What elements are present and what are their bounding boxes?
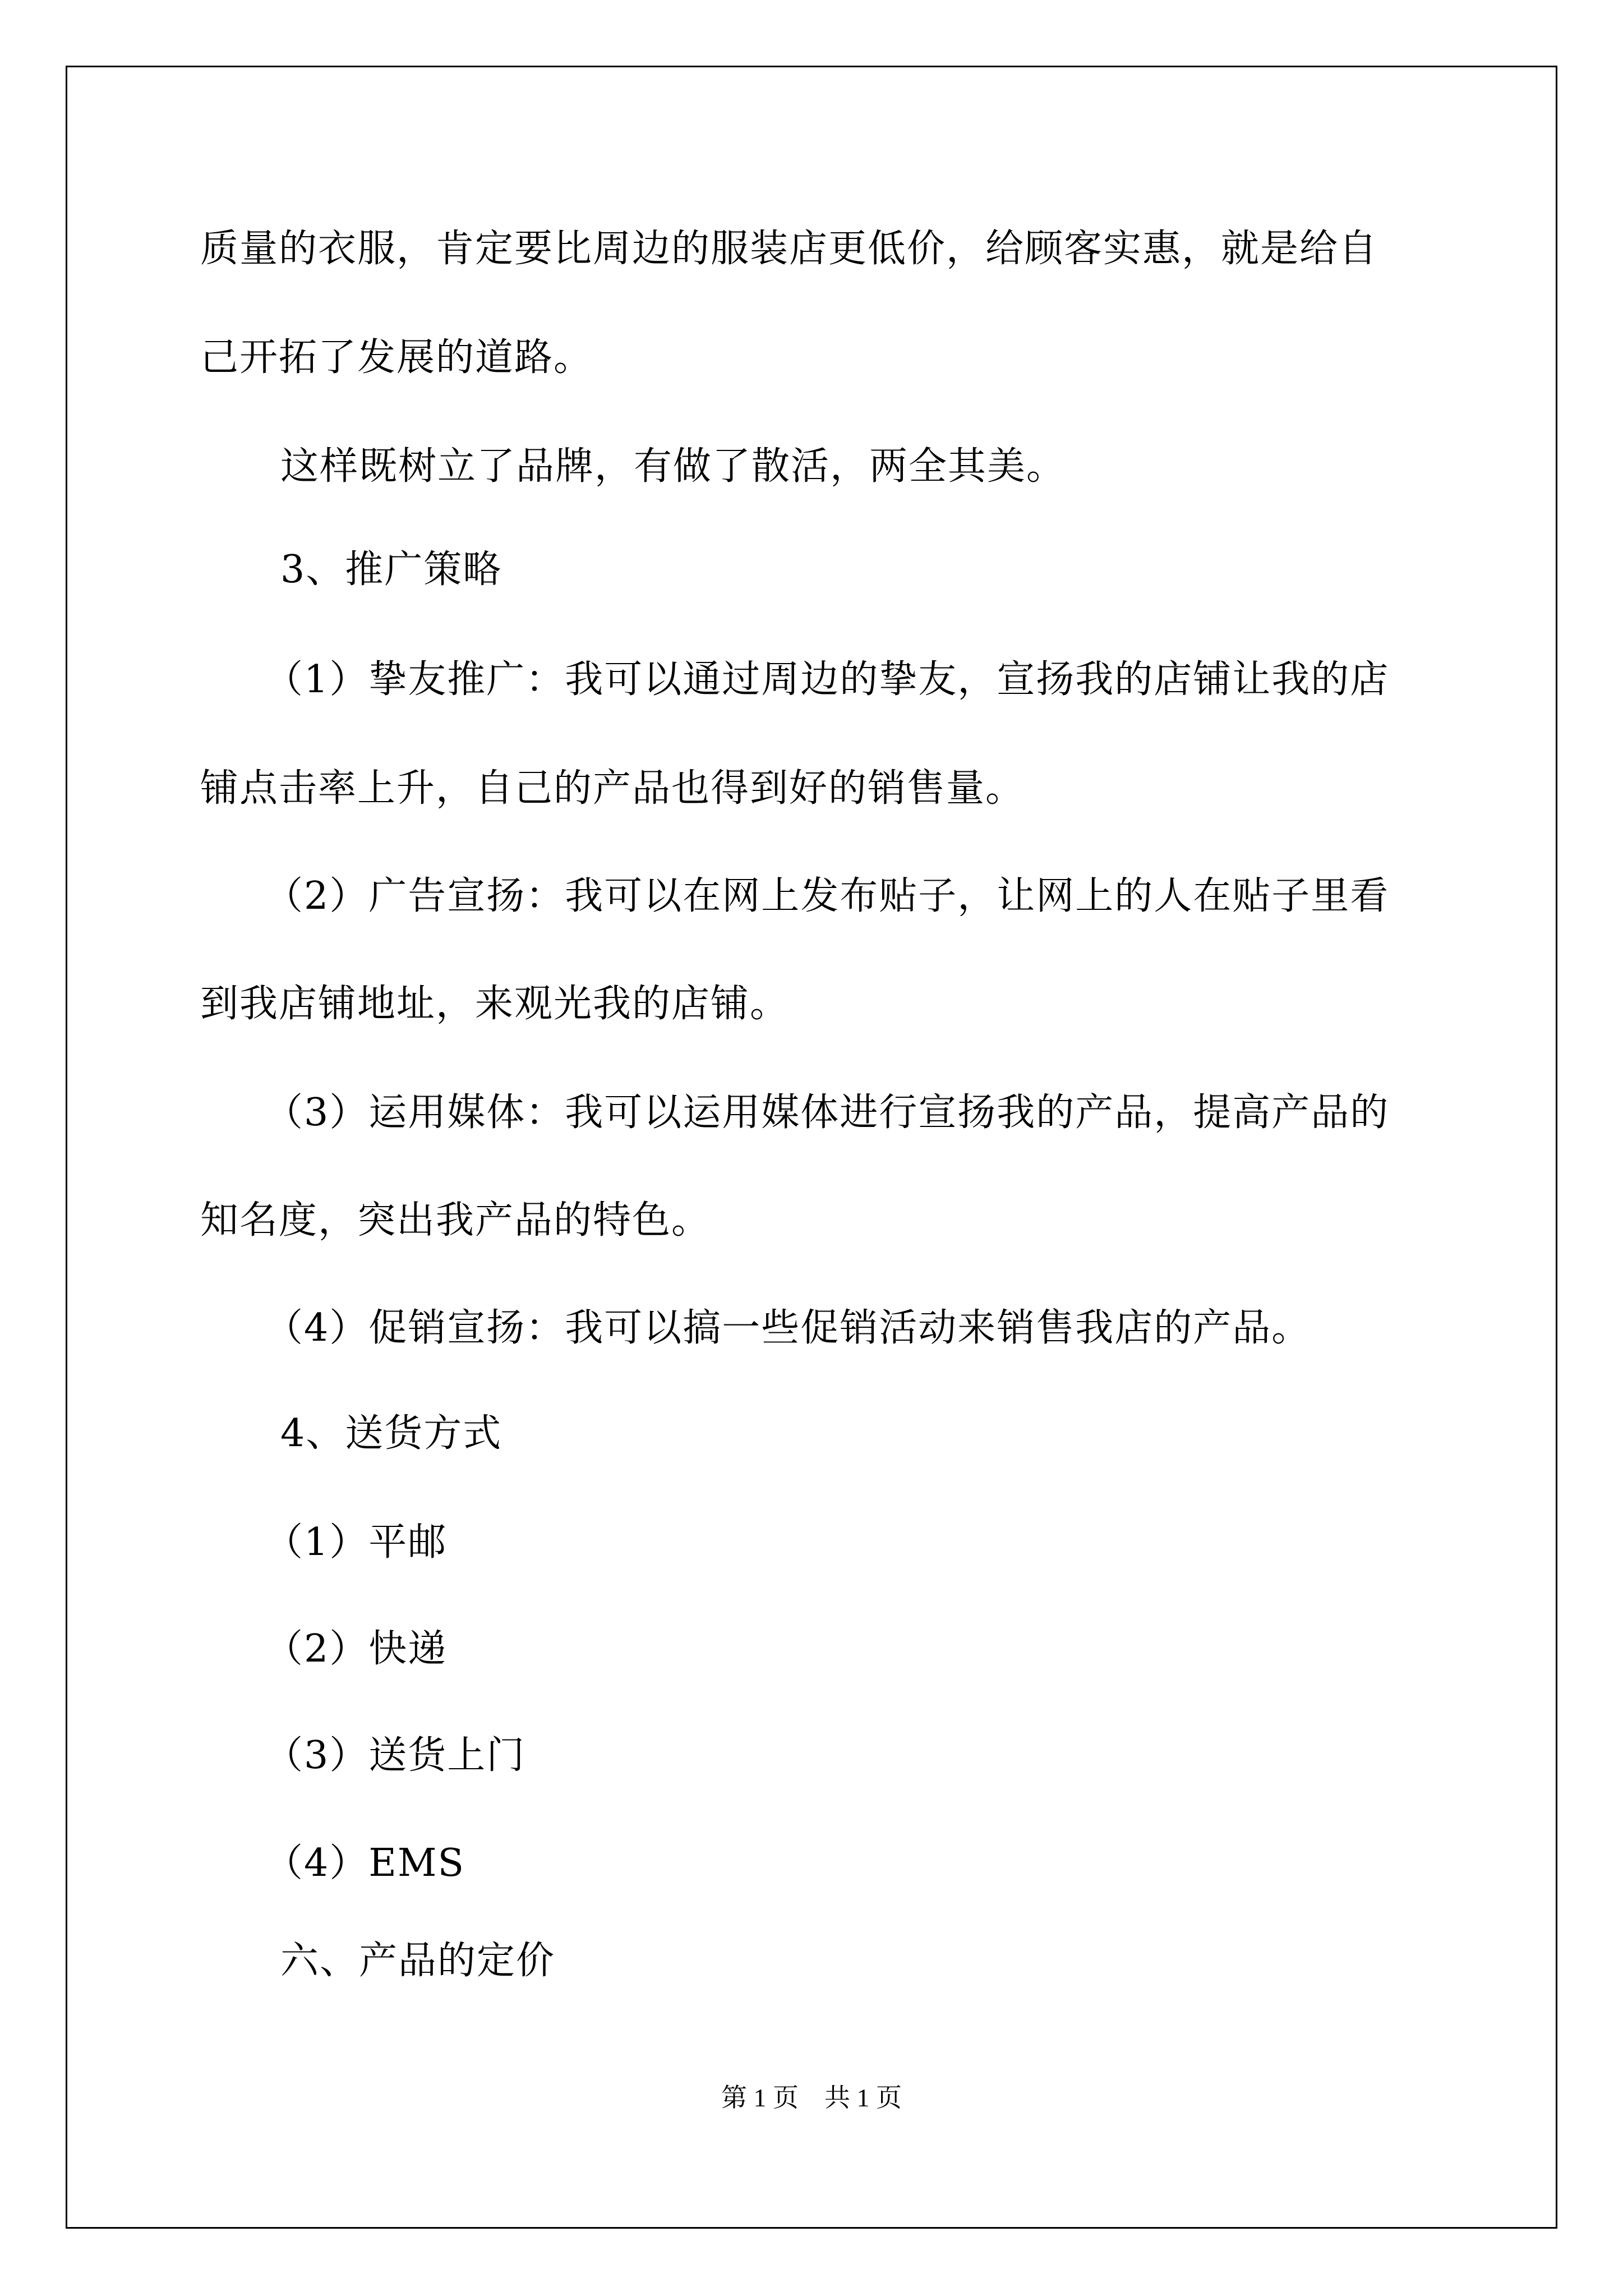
section-heading: 3、推广策略 [280,547,502,592]
text-line: 到我店铺地址，来观光我的店铺。 [200,982,790,1026]
list-item: （3）送货上门 [265,1733,526,1778]
text-line: 铺点击率上升，自己的产品也得到好的销售量。 [200,766,1025,811]
text-line: 质量的衣服，肯定要比周边的服装店更低价，给顾客实惠，就是给自 [200,227,1378,271]
page-footer: 第 1 页 共 1 页 [721,2083,902,2112]
text-line: 己开拓了发展的道路。 [200,335,593,380]
text-line: （1）挚友推广：我可以通过周边的挚友，宣扬我的店铺让我的店 [265,657,1390,702]
list-item: （1）平邮 [265,1520,448,1565]
section-heading: 4、送货方式 [280,1411,502,1456]
text-line: （3）运用媒体：我可以运用媒体进行宣扬我的产品，提高产品的 [265,1091,1390,1135]
text-line: 这样既树立了品牌，有做了散活，两全其美。 [280,444,1066,489]
list-item: （2）快递 [265,1627,448,1671]
list-item: （4）EMS [265,1841,465,1885]
section-heading: 六、产品的定价 [280,1939,556,1983]
page-border [66,66,1557,2229]
text-line: 知名度，突出我产品的特色。 [200,1198,711,1243]
text-line: （2）广告宣扬：我可以在网上发布贴子，让网上的人在贴子里看 [265,874,1390,918]
text-line: （4）促销宣扬：我可以搞一些促销活动来销售我店的产品。 [265,1306,1311,1350]
